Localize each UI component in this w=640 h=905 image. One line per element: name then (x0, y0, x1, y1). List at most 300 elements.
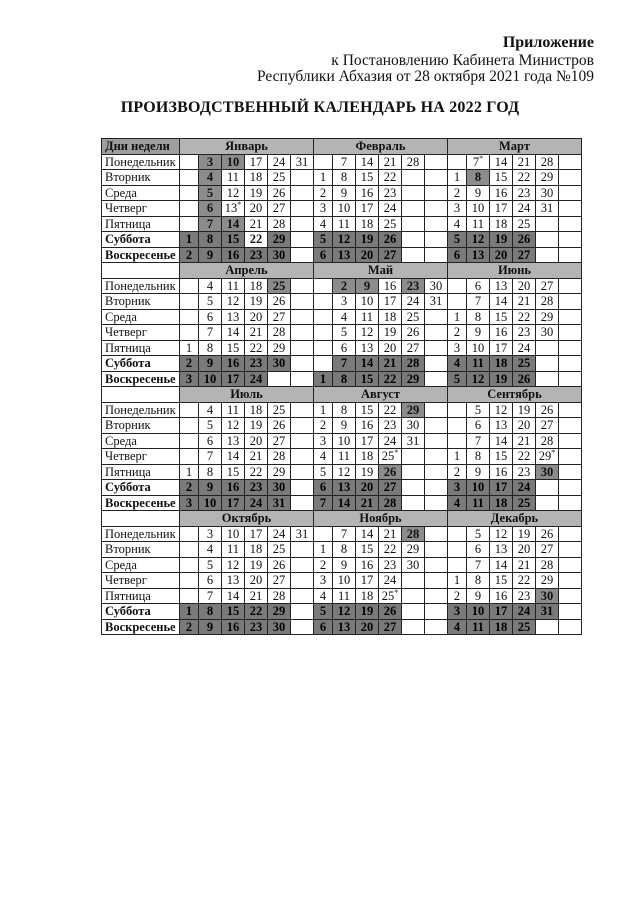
weekday-label: Четверг (102, 201, 180, 217)
day-cell: 23 (245, 247, 268, 263)
appendix-line-1: к Постановлению Кабинета Министров (331, 52, 594, 69)
month-header: Январь (180, 139, 314, 155)
empty-day-cell (180, 557, 199, 573)
day-cell: 24 (402, 294, 425, 310)
day-cell: 2 (314, 557, 333, 573)
day-cell: 11 (222, 170, 245, 186)
empty-day-cell (559, 557, 582, 573)
day-cell: 31 (402, 433, 425, 449)
day-cell: 3 (199, 526, 222, 542)
day-cell: 28 (402, 356, 425, 372)
day-cell: 9 (333, 418, 356, 434)
day-cell: 14 (490, 294, 513, 310)
day-cell: 13 (333, 480, 356, 496)
day-cell: 16 (222, 247, 245, 263)
day-cell: 15 (222, 340, 245, 356)
day-cell: 19 (490, 371, 513, 387)
day-cell: 27 (402, 340, 425, 356)
weekday-label: Вторник (102, 170, 180, 186)
day-cell: 30 (268, 356, 291, 372)
day-cell: 2 (180, 356, 199, 372)
day-cell: 14 (356, 526, 379, 542)
empty-day-cell (425, 464, 448, 480)
empty-day-cell (402, 619, 425, 635)
day-cell: 31 (536, 604, 559, 620)
day-cell: 1 (314, 542, 333, 558)
empty-day-cell (559, 449, 582, 465)
day-cell: 27 (379, 247, 402, 263)
day-cell: 20 (356, 247, 379, 263)
day-cell: 20 (356, 619, 379, 635)
empty-day-cell (559, 325, 582, 341)
day-cell: 1 (448, 573, 467, 589)
day-cell: 21 (379, 526, 402, 542)
day-cell: 1 (180, 232, 199, 248)
day-cell: 13 (222, 309, 245, 325)
day-cell: 20 (513, 418, 536, 434)
day-cell: 21 (379, 154, 402, 170)
day-cell: 12 (333, 232, 356, 248)
day-cell: 25 (513, 356, 536, 372)
empty-day-cell (536, 247, 559, 263)
day-cell: 17 (490, 604, 513, 620)
empty-day-cell (425, 154, 448, 170)
empty-day-cell (314, 278, 333, 294)
empty-day-cell (314, 526, 333, 542)
empty-day-cell (559, 232, 582, 248)
day-cell: 11 (333, 216, 356, 232)
month-header: Июнь (448, 263, 582, 279)
weekday-label: Воскресенье (102, 619, 180, 635)
day-cell: 24 (379, 201, 402, 217)
day-cell: 30 (268, 619, 291, 635)
day-cell: 17 (490, 480, 513, 496)
weekday-label: Вторник (102, 294, 180, 310)
empty-day-cell (425, 185, 448, 201)
empty-day-cell (180, 418, 199, 434)
day-cell: 18 (356, 449, 379, 465)
day-cell: 5 (199, 185, 222, 201)
appendix-title: Приложение (502, 34, 594, 51)
day-cell: 13 (490, 542, 513, 558)
empty-day-cell (536, 619, 559, 635)
empty-day-cell (559, 604, 582, 620)
day-cell: 26 (379, 464, 402, 480)
day-cell: 9 (467, 464, 490, 480)
day-cell: 3 (314, 573, 333, 589)
empty-day-cell (314, 325, 333, 341)
day-cell: 1 (314, 170, 333, 186)
day-cell: 7 (333, 356, 356, 372)
day-cell: 12 (490, 526, 513, 542)
day-cell: 25 (268, 170, 291, 186)
day-cell: 4 (448, 495, 467, 511)
weekday-label: Воскресенье (102, 247, 180, 263)
day-cell: 17 (490, 201, 513, 217)
empty-day-cell (536, 232, 559, 248)
empty-day-cell (536, 356, 559, 372)
day-cell: 24 (513, 604, 536, 620)
day-cell: 3 (333, 294, 356, 310)
empty-day-cell (425, 449, 448, 465)
day-cell: 18 (245, 170, 268, 186)
empty-day-cell (559, 495, 582, 511)
day-cell: 24 (513, 340, 536, 356)
day-cell: 12 (222, 418, 245, 434)
empty-day-cell (425, 433, 448, 449)
day-cell: 21 (245, 216, 268, 232)
day-cell: 7 (333, 526, 356, 542)
day-cell: 17 (356, 433, 379, 449)
day-cell: 29* (536, 449, 559, 465)
day-cell: 24 (379, 573, 402, 589)
day-cell: 12 (222, 185, 245, 201)
day-cell: 17 (222, 495, 245, 511)
day-cell: 16 (356, 418, 379, 434)
production-calendar-table (101, 138, 582, 635)
day-cell: 26 (379, 604, 402, 620)
day-cell: 14 (490, 557, 513, 573)
empty-day-cell (402, 449, 425, 465)
day-cell: 26 (513, 232, 536, 248)
day-cell: 29 (268, 464, 291, 480)
empty-day-cell (559, 433, 582, 449)
day-cell: 4 (448, 356, 467, 372)
empty-day-cell (425, 495, 448, 511)
day-cell: 18 (490, 495, 513, 511)
empty-day-cell (559, 309, 582, 325)
day-cell: 11 (356, 309, 379, 325)
day-cell: 4 (314, 449, 333, 465)
day-cell: 7 (467, 294, 490, 310)
day-cell: 12 (467, 232, 490, 248)
day-cell: 15 (356, 542, 379, 558)
day-cell: 6 (199, 573, 222, 589)
day-cell: 2 (314, 185, 333, 201)
day-cell: 16 (222, 480, 245, 496)
day-cell: 27 (536, 278, 559, 294)
day-cell: 2 (180, 619, 199, 635)
day-cell: 25 (402, 309, 425, 325)
day-cell: 17 (245, 154, 268, 170)
day-cell: 12 (467, 371, 490, 387)
day-cell: 11 (222, 278, 245, 294)
day-cell: 27 (268, 201, 291, 217)
day-cell: 28 (536, 557, 559, 573)
day-cell: 20 (245, 309, 268, 325)
day-cell: 1 (314, 371, 333, 387)
day-cell: 7 (333, 154, 356, 170)
empty-day-cell (291, 604, 314, 620)
day-cell: 18 (245, 402, 268, 418)
day-cell: 31 (268, 495, 291, 511)
empty-day-cell (559, 573, 582, 589)
day-cell: 5 (199, 418, 222, 434)
day-cell: 5 (314, 464, 333, 480)
day-cell: 30 (536, 464, 559, 480)
day-cell: 19 (245, 185, 268, 201)
day-cell: 3 (448, 480, 467, 496)
day-cell: 11 (222, 542, 245, 558)
day-cell: 28 (268, 216, 291, 232)
day-cell: 20 (245, 573, 268, 589)
day-cell: 12 (490, 402, 513, 418)
appendix-line-2: Республики Абхазия от 28 октября 2021 года №109 (257, 68, 594, 85)
day-cell: 18 (490, 619, 513, 635)
empty-day-cell (314, 309, 333, 325)
day-cell: 7 (199, 325, 222, 341)
day-cell: 24 (268, 154, 291, 170)
day-cell: 18 (356, 588, 379, 604)
empty-day-cell (559, 340, 582, 356)
day-cell: 29 (402, 371, 425, 387)
empty-day-cell (425, 542, 448, 558)
month-header: Февраль (314, 139, 448, 155)
weekday-label: Пятница (102, 216, 180, 232)
day-cell: 22 (245, 604, 268, 620)
day-cell: 23 (379, 557, 402, 573)
empty-day-cell (402, 588, 425, 604)
empty-day-cell (536, 216, 559, 232)
empty-day-cell (402, 495, 425, 511)
day-cell: 27 (513, 247, 536, 263)
day-names-header: Дни недели (102, 139, 180, 155)
day-cell: 6 (467, 542, 490, 558)
empty-day-cell (291, 402, 314, 418)
empty-day-cell (291, 278, 314, 294)
empty-day-cell (559, 480, 582, 496)
day-cell: 24 (513, 201, 536, 217)
empty-day-cell (291, 247, 314, 263)
empty-day-cell (402, 201, 425, 217)
empty-day-cell (425, 526, 448, 542)
empty-day-cell (180, 526, 199, 542)
month-header: Апрель (180, 263, 314, 279)
day-cell: 25 (379, 216, 402, 232)
month-header: Сентябрь (448, 387, 582, 403)
day-cell: 8 (333, 371, 356, 387)
day-cell: 6 (199, 309, 222, 325)
empty-day-cell (291, 340, 314, 356)
empty-day-cell (314, 154, 333, 170)
day-cell: 28 (536, 294, 559, 310)
empty-day-cell (180, 433, 199, 449)
day-cell: 29 (268, 340, 291, 356)
empty-day-cell (291, 216, 314, 232)
weekday-label: Вторник (102, 418, 180, 434)
day-cell: 9 (199, 480, 222, 496)
day-cell: 15 (222, 464, 245, 480)
day-cell: 19 (490, 232, 513, 248)
day-cell: 28 (402, 526, 425, 542)
day-cell: 18 (490, 216, 513, 232)
day-cell: 27 (379, 480, 402, 496)
day-cell: 22 (513, 170, 536, 186)
day-cell: 13 (222, 573, 245, 589)
empty-day-cell (291, 201, 314, 217)
empty-day-cell (180, 278, 199, 294)
day-cell: 14 (490, 154, 513, 170)
day-cell: 19 (245, 557, 268, 573)
day-cell: 14 (222, 216, 245, 232)
day-cell: 7 (467, 557, 490, 573)
empty-day-cell (180, 325, 199, 341)
day-cell: 15 (490, 449, 513, 465)
day-cell: 21 (356, 495, 379, 511)
day-cell: 1 (180, 464, 199, 480)
day-cell: 4 (314, 216, 333, 232)
day-cell: 16 (222, 619, 245, 635)
empty-day-cell (180, 542, 199, 558)
empty-day-cell (448, 154, 467, 170)
day-cell: 17 (245, 526, 268, 542)
day-cell: 21 (245, 588, 268, 604)
day-cell: 7 (199, 216, 222, 232)
day-cell: 17 (222, 371, 245, 387)
day-cell: 4 (333, 309, 356, 325)
day-cell: 8 (199, 232, 222, 248)
empty-day-cell (559, 185, 582, 201)
day-cell: 24 (245, 371, 268, 387)
empty-day-cell (291, 495, 314, 511)
empty-day-cell (314, 356, 333, 372)
day-cell: 26 (268, 185, 291, 201)
day-cell: 27 (536, 418, 559, 434)
day-cell: 6 (314, 480, 333, 496)
day-cell: 23 (245, 619, 268, 635)
empty-header-cell (102, 511, 180, 527)
day-cell: 20 (513, 542, 536, 558)
empty-day-cell (559, 371, 582, 387)
empty-day-cell (559, 526, 582, 542)
day-cell: 26 (268, 557, 291, 573)
day-cell: 10 (222, 526, 245, 542)
weekday-label: Пятница (102, 464, 180, 480)
day-cell: 29 (536, 309, 559, 325)
day-cell: 8 (199, 604, 222, 620)
day-cell: 25 (513, 619, 536, 635)
day-cell: 22 (379, 371, 402, 387)
day-cell: 23 (402, 278, 425, 294)
day-cell: 10 (333, 573, 356, 589)
day-cell: 26 (402, 325, 425, 341)
empty-day-cell (180, 402, 199, 418)
empty-day-cell (291, 371, 314, 387)
day-cell: 10 (222, 154, 245, 170)
day-cell: 12 (356, 325, 379, 341)
day-cell: 7 (199, 449, 222, 465)
day-cell: 20 (490, 247, 513, 263)
day-cell: 14 (490, 433, 513, 449)
empty-day-cell (402, 247, 425, 263)
day-cell: 1 (180, 340, 199, 356)
weekday-label: Четверг (102, 325, 180, 341)
day-cell: 8 (199, 340, 222, 356)
day-cell: 20 (245, 201, 268, 217)
day-cell: 24 (379, 433, 402, 449)
day-cell: 30 (268, 480, 291, 496)
day-cell: 13 (333, 619, 356, 635)
weekday-label: Среда (102, 557, 180, 573)
empty-day-cell (559, 154, 582, 170)
day-cell: 11 (467, 216, 490, 232)
day-cell: 19 (356, 232, 379, 248)
day-cell: 29 (536, 170, 559, 186)
day-cell: 8 (199, 464, 222, 480)
day-cell: 20 (356, 480, 379, 496)
empty-day-cell (425, 402, 448, 418)
day-cell: 14 (222, 325, 245, 341)
empty-day-cell (291, 170, 314, 186)
day-cell: 29 (536, 573, 559, 589)
day-cell: 11 (333, 449, 356, 465)
day-cell: 15 (356, 371, 379, 387)
empty-day-cell (180, 588, 199, 604)
weekday-label: Четверг (102, 449, 180, 465)
day-cell: 23 (513, 325, 536, 341)
day-cell: 24 (245, 495, 268, 511)
day-cell: 31 (291, 526, 314, 542)
weekday-label: Среда (102, 433, 180, 449)
empty-day-cell (402, 216, 425, 232)
empty-day-cell (425, 247, 448, 263)
day-cell: 1 (314, 402, 333, 418)
day-cell: 6 (467, 418, 490, 434)
empty-day-cell (291, 185, 314, 201)
day-cell: 20 (513, 278, 536, 294)
day-cell: 10 (356, 294, 379, 310)
day-cell: 29 (402, 542, 425, 558)
empty-day-cell (402, 573, 425, 589)
day-cell: 21 (245, 325, 268, 341)
day-cell: 25 (268, 542, 291, 558)
empty-day-cell (448, 526, 467, 542)
empty-day-cell (425, 480, 448, 496)
weekday-label: Понедельник (102, 402, 180, 418)
day-cell: 22 (379, 542, 402, 558)
day-cell: 18 (490, 356, 513, 372)
empty-day-cell (291, 464, 314, 480)
day-cell: 2 (448, 325, 467, 341)
empty-day-cell (448, 402, 467, 418)
empty-day-cell (559, 278, 582, 294)
day-cell: 28 (536, 154, 559, 170)
empty-day-cell (291, 480, 314, 496)
day-cell: 9 (199, 356, 222, 372)
day-cell: 13 (467, 247, 490, 263)
day-cell: 27 (536, 542, 559, 558)
day-cell: 8 (333, 170, 356, 186)
empty-day-cell (559, 619, 582, 635)
day-cell: 13 (490, 418, 513, 434)
day-cell: 5 (448, 232, 467, 248)
day-cell: 7* (467, 154, 490, 170)
day-cell: 16 (222, 356, 245, 372)
day-cell: 23 (245, 480, 268, 496)
empty-day-cell (402, 232, 425, 248)
day-cell: 22 (245, 464, 268, 480)
empty-day-cell (291, 433, 314, 449)
day-cell: 13 (490, 278, 513, 294)
day-cell: 18 (245, 542, 268, 558)
day-cell: 8 (467, 170, 490, 186)
day-cell: 21 (245, 449, 268, 465)
day-cell: 17 (356, 201, 379, 217)
day-cell: 9 (467, 185, 490, 201)
day-cell: 15 (490, 170, 513, 186)
day-cell: 23 (379, 418, 402, 434)
day-cell: 3 (314, 433, 333, 449)
